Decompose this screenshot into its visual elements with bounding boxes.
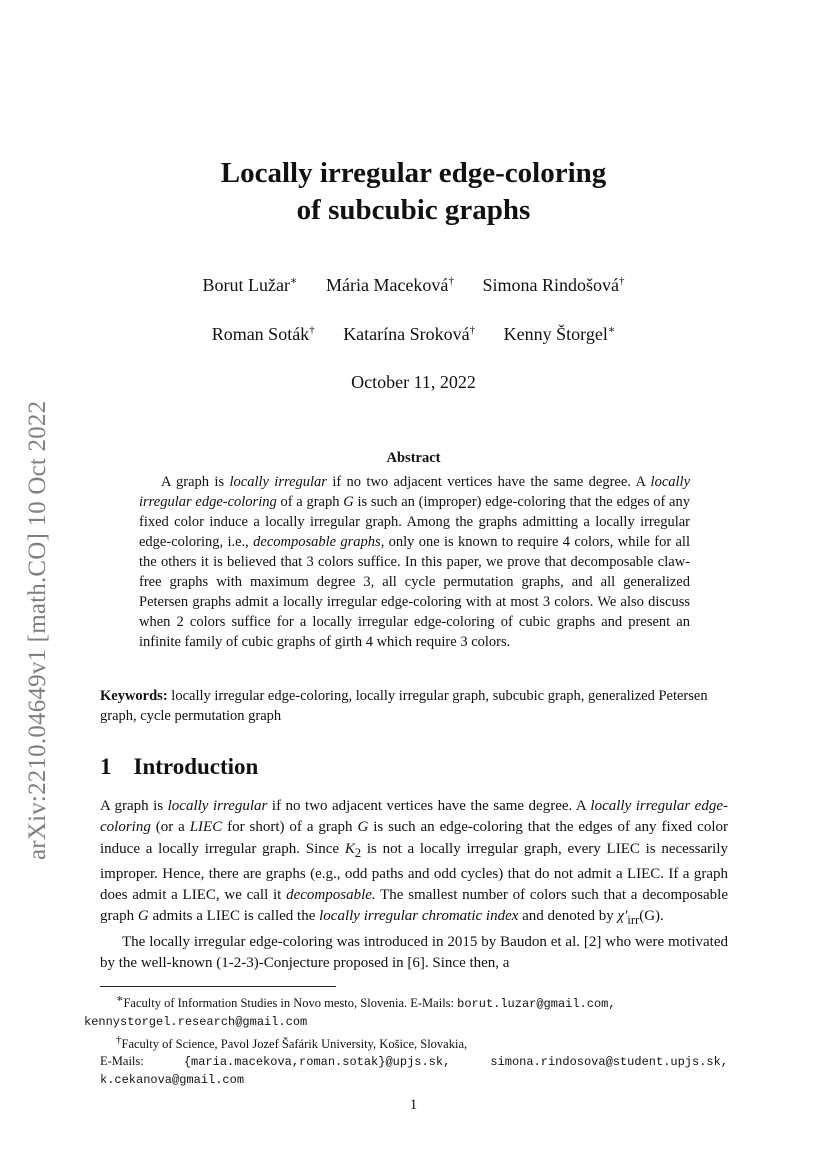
paper-date: October 11, 2022 [351, 372, 476, 392]
keywords-text: locally irregular edge-coloring, locally irregular graph, subcubic graph, generalized Petersen graph, cycle permutation graph [100, 688, 708, 724]
footnote-2: †Faculty of Science, Pavol Jozef Šafárik University, Košice, Slovakia, [116, 1033, 468, 1051]
introduction-body [100, 796, 728, 974]
author: Simona Rindošová† [482, 275, 625, 295]
footnote-2-emails-cont: k.cekanova@gmail.com [100, 1073, 245, 1088]
section-number: 1 [100, 754, 112, 779]
page-number: 1 [409, 1097, 418, 1113]
authors-row-2 [100, 323, 727, 345]
keywords [100, 686, 728, 726]
footnote-1: ∗Faculty of Information Studies in Novo mesto, Slovenia. E-Mails: borut.luzar@gmail.com, kennystorgel.research@gmail.com [84, 993, 616, 1030]
footnotes [84, 991, 728, 1089]
keywords-label: Keywords: [100, 688, 168, 704]
author: Mária Maceková† [325, 275, 454, 295]
arxiv-stamp: arXiv:2210.04649v1 [math.CO] 10 Oct 2022 [24, 400, 51, 860]
paper-title [100, 155, 727, 229]
paragraph: A graph is locally irregular if no two adjacent vertices have the same degree. A locally irregular edge-coloring (or a LIEC for short) of a graph G is such an edge-coloring that the edges of any fixed color induce a locally irregular graph. Since $K_2$ is not a locally irregular graph, every LIEC is necessarily improper. Hence, there are graphs (e.g., odd paths and odd cycles) that do not admit a LIEC. If a graph does admit a LIEC, we call it decomposable. The smallest number of colors such that a decomposable graph G admits a LIEC is called the locally irregular chromatic index and denoted by $\chi'_{irr}(G)$. [100, 798, 729, 928]
author: Borut Lužar∗ [202, 275, 298, 295]
paragraph: The locally irregular edge-coloring was introduced in 2015 by Baudon et al. [2] who were motivated by the well-known (1-2-3)-Conjecture proposed in [6]. Since then, a [100, 933, 728, 972]
author: Katarína Sroková† [343, 324, 476, 344]
section-heading [100, 754, 258, 780]
section-title: Introduction [133, 754, 259, 779]
author: Kenny Štorgel∗ [503, 324, 616, 344]
authors-row-1 [100, 274, 727, 296]
abstract-heading: Abstract [386, 450, 441, 466]
footnote-2-emails: E-Mails: {maria.macekova,roman.sotak}@upjs.sk, simona.rindosova@student.upjs.sk, [100, 1053, 728, 1069]
title-line-2: of subcubic graphs [296, 194, 531, 226]
author: Roman Soták† [211, 324, 315, 344]
footnote-rule [100, 986, 336, 987]
abstract-body: A graph is locally irregular if no two adjacent vertices have the same degree. A locally irregular edge-coloring of a graph G is such an (improper) edge-coloring that the edges of any fixed color induce a locally irregular graph. Among the graphs admitting a locally irregular edge-coloring, i.e., decomposable graphs, only one is known to require 4 colors, while for all the others it is believed that 3 colors suffice. In this paper, we prove that decomposable claw-free graphs with maximum degree 3, all cycle permutation graphs, and all generalized Petersen graphs admit a locally irregular edge-coloring with at most 3 colors. We also discuss when 2 colors suffice for a locally irregular edge-coloring of cubic graphs and present an infinite family of cubic graphs of girth 4 which require 3 colors. [139, 474, 691, 650]
title-line-1: Locally irregular edge-coloring [220, 157, 607, 189]
